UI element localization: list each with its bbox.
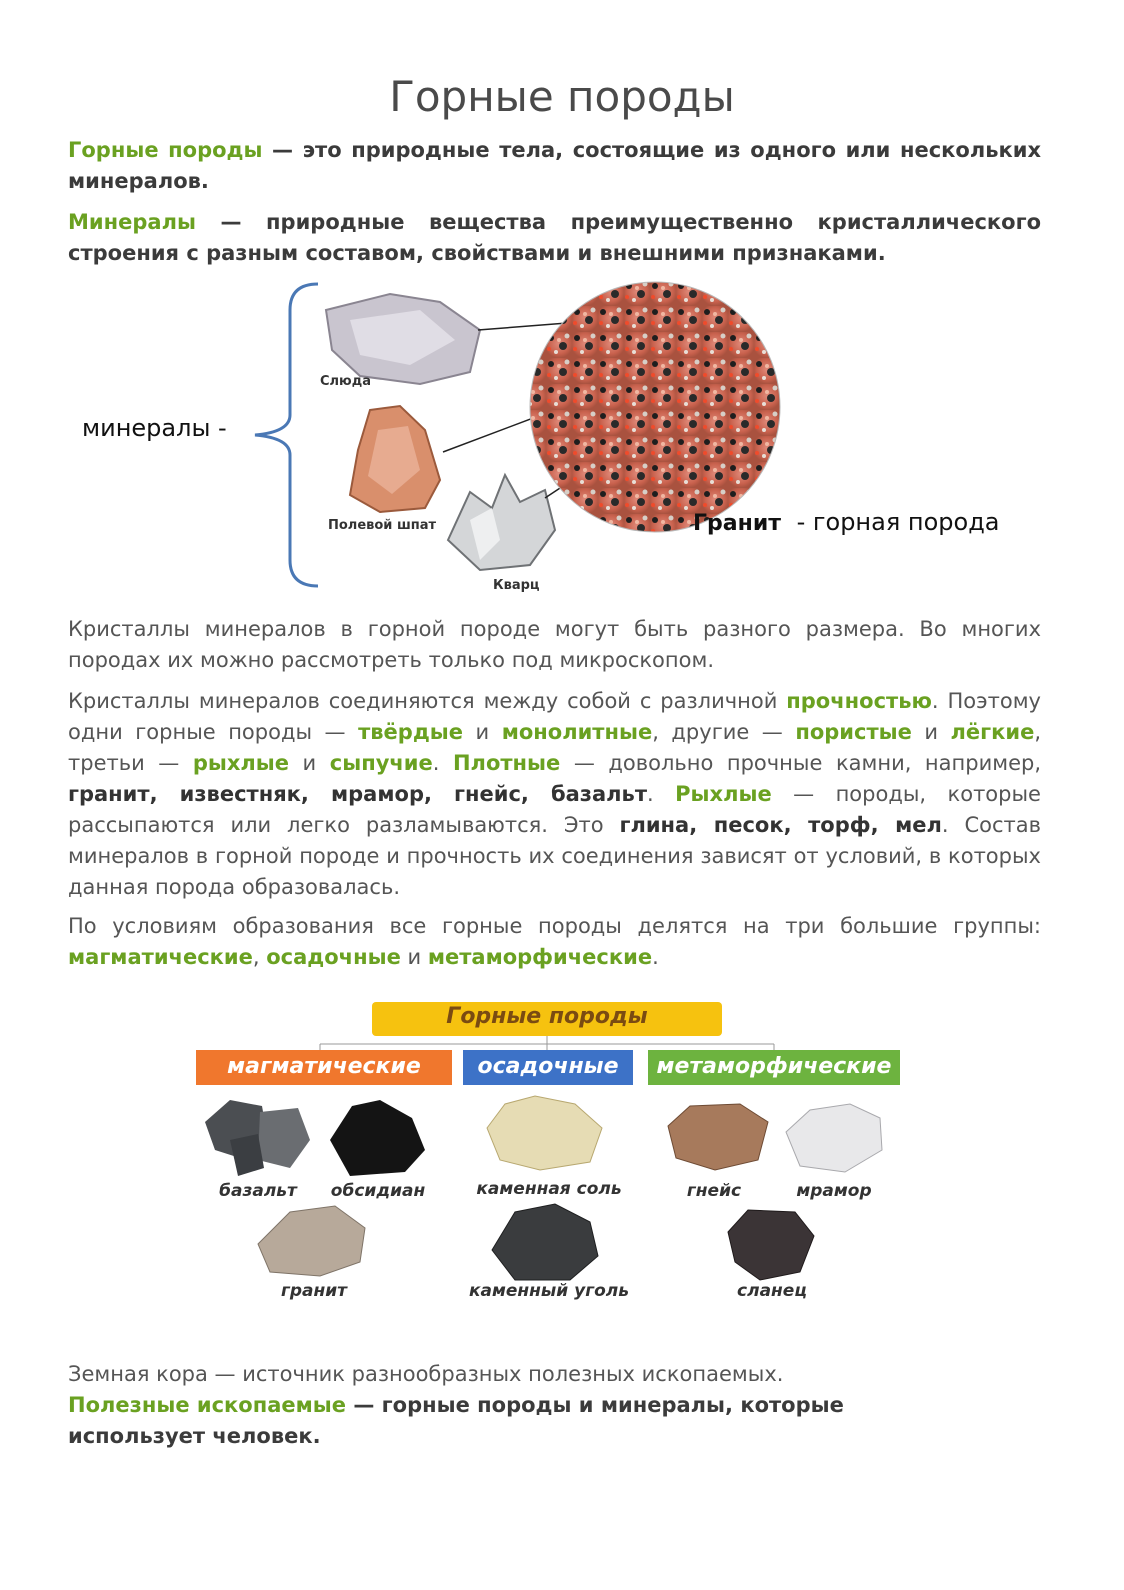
gneiss-image (668, 1104, 768, 1170)
magmatic-label: магматические (227, 1054, 421, 1079)
strength-text-1: Кристаллы минералов соединяются между собой с различной (68, 689, 787, 713)
metamorphic-label: метаморфические (656, 1054, 892, 1079)
groups-dot: . (652, 945, 659, 969)
term-hard: твёрдые (358, 720, 464, 744)
mica-label: Слюда (320, 374, 371, 389)
strength-dot-1: . (432, 751, 453, 775)
strength-and-2: и (911, 720, 951, 744)
gneiss-label: гнейс (686, 1181, 742, 1201)
minerals-label: минералы - (82, 414, 227, 442)
term-sedimentary: осадочные (266, 945, 401, 969)
strength-text-6: — породы, которые рассыпаются или легко разламываются. Это (68, 782, 1041, 837)
coal-label: каменный уголь (469, 1281, 629, 1301)
paragraph-groups (68, 911, 1041, 973)
dense-rocks-list: гранит, известняк, мрамор, гнейс, базальт (68, 782, 648, 806)
granite-label: Гранит (693, 511, 781, 536)
term-porous: пористые (795, 720, 912, 744)
feldspar-label: Полевой шпат (328, 518, 437, 533)
marble-label: мрамор (796, 1181, 872, 1201)
term-loose-2: Рыхлые (675, 782, 772, 806)
basalt-image (205, 1100, 310, 1176)
definition-rocks-text: — это природные тела, состоящие из одного или нескольких минералов. (68, 138, 1041, 193)
granite-caption (693, 508, 1000, 536)
term-magmatic: магматические (68, 945, 253, 969)
page-title: Горные породы (389, 72, 735, 121)
quartz-label: Кварц (493, 578, 540, 593)
strength-text-7: . Состав минералов в горной породе и прочность их соединения зависят от условий, в которых данная порода образовалась. (68, 813, 1041, 899)
term-resources: Полезные ископаемые (68, 1393, 347, 1417)
paragraph-crust: Земная кора — источник разнообразных полезных ископаемых. (68, 1362, 784, 1386)
term-strength: прочностью (786, 689, 932, 713)
root-label: Горные породы (446, 1004, 648, 1029)
strength-and-1: и (463, 720, 502, 744)
definition-minerals-resources (68, 1390, 968, 1452)
strength-and-3: и (289, 751, 330, 775)
term-rocks: Горные породы (68, 138, 263, 162)
groups-comma: , (252, 945, 267, 969)
slate-label: сланец (737, 1281, 807, 1301)
salt-label: каменная соль (476, 1179, 622, 1199)
granite-suffix: - горная порода (788, 508, 1000, 536)
definition-minerals (68, 207, 1041, 269)
strength-text-5: — довольно прочные камни, например, (560, 751, 1042, 775)
granite-image (530, 282, 780, 532)
strength-dot-2: . (647, 782, 676, 806)
sedimentary-label: осадочные (477, 1054, 619, 1079)
obsidian-image (330, 1100, 425, 1176)
term-light: лёгкие (950, 720, 1035, 744)
granite-rock-label: гранит (280, 1281, 348, 1301)
groups-and: и (400, 945, 428, 969)
definition-resources-text: — горные породы и минералы, которые использует человек. (68, 1393, 844, 1448)
marble-image (786, 1104, 882, 1172)
strength-text-2: . Поэтому одни горные породы — (68, 689, 1041, 744)
strength-text-3: , другие — (652, 720, 796, 744)
definition-rocks (68, 135, 1041, 197)
loose-rocks-list: глина, песок, торф, мел (619, 813, 942, 837)
basalt-label: базальт (219, 1181, 297, 1201)
term-loose: рыхлые (192, 751, 290, 775)
granite-rock-image (258, 1206, 365, 1276)
minerals-granite-figure (0, 280, 1124, 600)
definition-minerals-text: — природные вещества преимущественно кристаллического строения с разным составом, свойствами и внешними признаками. (68, 210, 1041, 265)
salt-image (487, 1096, 602, 1170)
paragraph-strength (68, 686, 1041, 903)
term-friable: сыпучие (329, 751, 433, 775)
term-monolithic: монолитные (501, 720, 653, 744)
strength-text-4: , третьи — (68, 720, 1042, 775)
slate-image (728, 1210, 814, 1280)
quartz-image (448, 475, 555, 570)
coal-image (492, 1204, 598, 1280)
scheme-drawing (0, 1000, 1124, 1320)
term-metamorphic: метаморфические (427, 945, 653, 969)
obsidian-label: обсидиан (330, 1181, 426, 1201)
rock-groups-diagram (0, 1000, 1124, 1320)
groups-text: По условиям образования все горные породы делятся на три большие группы: (68, 914, 1041, 938)
term-dense: Плотные (452, 751, 561, 775)
paragraph-crystals-size: Кристаллы минералов в горной породе могут быть разного размера. Во многих породах их можно рассмотреть только под микроскопом. (68, 617, 1041, 672)
brace (255, 284, 318, 586)
term-minerals: Минералы (68, 210, 196, 234)
